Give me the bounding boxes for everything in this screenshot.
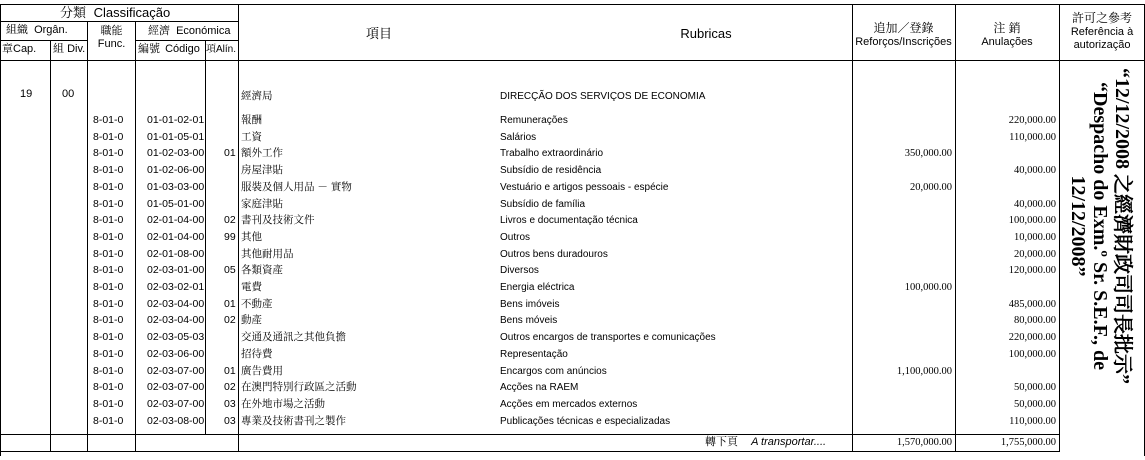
row-pt: Encargos com anúncios <box>500 365 607 377</box>
row-func: 8-01-0 <box>93 247 124 260</box>
row-alin: 05 <box>224 264 236 277</box>
row-ref: 100,000.00 <box>904 282 952 293</box>
row-alin: 03 <box>224 414 236 427</box>
row-code: 02-03-08-00 <box>147 414 205 427</box>
row-code: 01-02-03-00 <box>147 147 205 160</box>
row-ref: 20,000.00 <box>910 181 952 193</box>
row-pt: Trabalho extraordinário <box>500 148 604 160</box>
row-zh: 不動產 <box>241 297 273 310</box>
row-anul: 50,000.00 <box>1014 398 1056 410</box>
row-alin: 01 <box>224 297 236 310</box>
table-row <box>0 129 1060 146</box>
header-code-pt: Código <box>165 43 200 55</box>
header-reforcos-zh: 追加／登錄 <box>873 21 934 35</box>
table-row <box>0 413 1060 430</box>
header-chapter-pt: Cap. <box>13 43 37 55</box>
footer-total-anulacoes: 1,755,000.00 <box>1000 437 1056 448</box>
header-chapter <box>2 43 36 56</box>
row-zh: 在外地市場之活動 <box>241 397 325 410</box>
header-bottom-rule <box>0 60 1145 61</box>
row-zh: 其他 <box>241 230 262 243</box>
row-zh: 書刊及技術文件 <box>241 214 315 227</box>
row-zh: 電費 <box>241 281 262 293</box>
row-zh: 服裝及個人用品 － 實物 <box>241 180 352 193</box>
row-anul: 50,000.00 <box>1014 382 1056 394</box>
row-code: 02-03-04-00 <box>147 314 205 327</box>
row-func: 8-01-0 <box>93 214 124 227</box>
row-zh: 專業及技術書刊之製作 <box>241 414 346 427</box>
row-func: 8-01-0 <box>93 381 124 394</box>
row-func: 8-01-0 <box>93 114 124 126</box>
footer-label-pt: A transportar.... <box>751 436 827 448</box>
footer-label-zh: 轉下頁 <box>705 436 738 448</box>
header-economic-zh: 經濟 <box>148 25 170 37</box>
row-code: 02-03-02-01 <box>147 281 205 293</box>
row-code: 02-03-07-00 <box>147 364 205 377</box>
row-pt: Salários <box>500 131 537 143</box>
header-referencia-zh: 許可之參考 <box>1071 11 1132 25</box>
authorization-reference <box>1060 46 1140 406</box>
row-pt: Acções na RAEM <box>500 382 579 394</box>
row-pt: Livros e documentação técnica <box>500 215 638 227</box>
header-item-pt: Alín. <box>216 44 237 55</box>
row-code: 02-01-04-00 <box>147 230 205 243</box>
row-anul: 110,000.00 <box>1009 415 1056 427</box>
row-anul: 40,000.00 <box>1014 165 1056 177</box>
header-item <box>206 43 236 56</box>
class-rule-1 <box>0 21 238 22</box>
row-anul: 10,000.00 <box>1014 231 1056 243</box>
row-pt: Acções em mercados externos <box>500 398 638 410</box>
row-func: 8-01-0 <box>93 297 124 310</box>
header-code-zh: 編號 <box>138 43 160 55</box>
table-row <box>0 329 1060 346</box>
row-alin: 01 <box>224 147 236 160</box>
row-code: 01-01-05-01 <box>147 130 205 143</box>
header-economic <box>148 25 230 38</box>
row-anul: 100,000.00 <box>1008 348 1056 360</box>
header-economic-pt: Económica <box>176 25 231 37</box>
header-classification-pt: Classificação <box>93 5 171 20</box>
footer-label <box>705 436 826 449</box>
header-functional-pt: Func. <box>97 38 126 50</box>
row-func: 8-01-0 <box>93 180 124 193</box>
row-code: 01-03-03-00 <box>147 180 205 193</box>
header-anulacoes-zh: 注 銷 <box>993 21 1021 35</box>
row-code: 02-01-04-00 <box>147 214 205 227</box>
table-row <box>0 379 1060 396</box>
row-code: 01-05-01-00 <box>147 197 205 210</box>
row-code: 02-03-06-00 <box>147 347 205 360</box>
row-zh: 家庭津貼 <box>241 197 283 210</box>
table-row <box>0 145 1060 162</box>
table-row <box>0 279 1060 296</box>
header-organic-pt: Orgân. <box>34 24 68 36</box>
row-code: 02-03-05-03 <box>147 331 205 344</box>
table-row <box>0 212 1060 229</box>
row-func: 8-01-0 <box>93 264 124 277</box>
row-pt: Bens imóveis <box>500 298 560 310</box>
row-anul: 220,000.00 <box>1008 115 1056 126</box>
row-zh: 額外工作 <box>241 147 283 160</box>
authorization-text: “12/12/2008 之經濟財政司司長批示” “Despacho do Exm.º Sr. S.E.F., de 12/12/2008” <box>1067 67 1133 385</box>
row-zh: 房屋津貼 <box>241 164 283 177</box>
row-ref: 1,100,000.00 <box>896 365 952 377</box>
row-alin: 99 <box>224 230 236 243</box>
department-cap: 19 <box>20 88 33 100</box>
row-func: 8-01-0 <box>93 331 124 344</box>
rows-container <box>0 112 1060 434</box>
table-border-top <box>0 4 1145 5</box>
row-anul: 120,000.00 <box>1008 265 1056 277</box>
row-pt: Publicações técnicas e especializadas <box>500 415 671 427</box>
row-func: 8-01-0 <box>93 147 124 160</box>
row-ref: 350,000.00 <box>904 148 952 160</box>
table-row <box>0 112 1060 129</box>
header-item-zh: 項 <box>206 44 216 55</box>
footer-total-reforcos: 1,570,000.00 <box>896 437 952 448</box>
row-anul: 485,000.00 <box>1008 298 1056 310</box>
header-rubricas: Rubricas <box>680 26 732 41</box>
department-name-zh: 經濟局 <box>241 90 273 102</box>
header-functional <box>88 25 135 51</box>
row-func: 8-01-0 <box>93 314 124 327</box>
row-pt: Diversos <box>500 265 539 277</box>
table-row <box>0 229 1060 246</box>
row-code: 02-03-07-00 <box>147 381 205 394</box>
header-organic-zh: 組織 <box>6 24 28 36</box>
header-reforcos-pt: Reforços/Inscrições <box>855 36 952 48</box>
table-row <box>0 312 1060 329</box>
row-alin: 02 <box>224 314 236 327</box>
row-pt: Vestuário e artigos pessoais - espécie <box>500 181 669 193</box>
row-code: 02-03-04-00 <box>147 297 205 310</box>
row-pt: Outros encargos de transportes e comunicações <box>500 332 716 344</box>
header-referencia-pt2: autorização <box>1073 39 1131 51</box>
row-pt: Remunerações <box>500 115 568 126</box>
row-anul: 40,000.00 <box>1014 198 1056 210</box>
row-pt: Bens móveis <box>500 315 558 327</box>
class-rule-3 <box>135 40 238 41</box>
class-rule-2 <box>0 40 87 41</box>
header-group-pt: Div. <box>67 43 86 55</box>
department-div: 00 <box>62 88 75 100</box>
header-group <box>53 43 85 56</box>
row-func: 8-01-0 <box>93 347 124 360</box>
table-border-bottom <box>0 451 1060 452</box>
header-classification <box>60 4 170 21</box>
row-zh: 在澳門特別行政區之活動 <box>241 381 357 394</box>
table-row <box>0 396 1060 413</box>
row-code: 02-01-08-00 <box>147 247 205 260</box>
header-item-column: 項目 <box>365 26 392 41</box>
header-anulacoes-pt: Anulações <box>981 36 1033 48</box>
header-chapter-zh: 章 <box>2 43 13 55</box>
table-row <box>0 196 1060 213</box>
header-code <box>138 43 200 56</box>
row-pt: Subsídio de família <box>500 198 586 210</box>
row-alin: 02 <box>224 381 236 394</box>
row-pt: Outros bens duradouros <box>500 248 608 260</box>
footer-top-rule <box>0 434 1060 435</box>
header-functional-zh: 職能 <box>100 25 123 37</box>
row-zh: 廣告費用 <box>241 364 283 377</box>
row-func: 8-01-0 <box>93 197 124 210</box>
table-row <box>0 262 1060 279</box>
header-classification-zh: 分類 <box>60 5 87 20</box>
row-alin: 02 <box>224 214 236 227</box>
row-code: 02-03-07-00 <box>147 397 205 410</box>
header-reforcos <box>852 20 955 49</box>
row-pt: Representação <box>500 348 568 360</box>
row-zh: 招待費 <box>241 347 273 360</box>
header-anulacoes <box>955 20 1059 49</box>
row-alin: 03 <box>224 397 236 410</box>
row-anul: 20,000.00 <box>1014 248 1056 260</box>
table-row <box>0 179 1060 196</box>
row-func: 8-01-0 <box>93 397 124 410</box>
row-func: 8-01-0 <box>93 130 124 143</box>
row-zh: 其他耐用品 <box>241 247 294 260</box>
row-pt: Energia eléctrica <box>500 282 575 293</box>
row-func: 8-01-0 <box>93 164 124 177</box>
header-organic <box>6 24 68 37</box>
row-alin: 01 <box>224 364 236 377</box>
row-anul: 100,000.00 <box>1008 215 1056 227</box>
row-zh: 動產 <box>241 314 262 327</box>
row-pt: Subsídio de residência <box>500 165 602 177</box>
row-func: 8-01-0 <box>93 281 124 293</box>
table-row <box>0 162 1060 179</box>
row-zh: 工資 <box>241 130 262 143</box>
row-pt: Outros <box>500 231 531 243</box>
table-row <box>0 346 1060 363</box>
table-row <box>0 246 1060 263</box>
row-func: 8-01-0 <box>93 230 124 243</box>
row-code: 02-03-01-00 <box>147 264 205 277</box>
header-group-zh: 組 <box>53 43 64 55</box>
row-anul: 220,000.00 <box>1008 332 1056 344</box>
row-zh: 交通及通訊之其他負擔 <box>241 331 346 344</box>
row-func: 8-01-0 <box>93 364 124 377</box>
table-row <box>0 363 1060 380</box>
row-anul: 80,000.00 <box>1014 315 1056 327</box>
department-name-pt: DIRECÇÃO DOS SERVIÇOS DE ECONOMIA <box>500 91 706 102</box>
row-zh: 各類資產 <box>241 264 283 277</box>
row-func: 8-01-0 <box>93 414 124 427</box>
table-row <box>0 296 1060 313</box>
row-code: 01-01-02-01 <box>147 114 205 126</box>
row-code: 01-02-06-00 <box>147 164 205 177</box>
row-zh: 報酬 <box>241 114 262 126</box>
row-anul: 110,000.00 <box>1009 131 1056 143</box>
header-referencia-pt1: Referência à <box>1070 26 1134 38</box>
